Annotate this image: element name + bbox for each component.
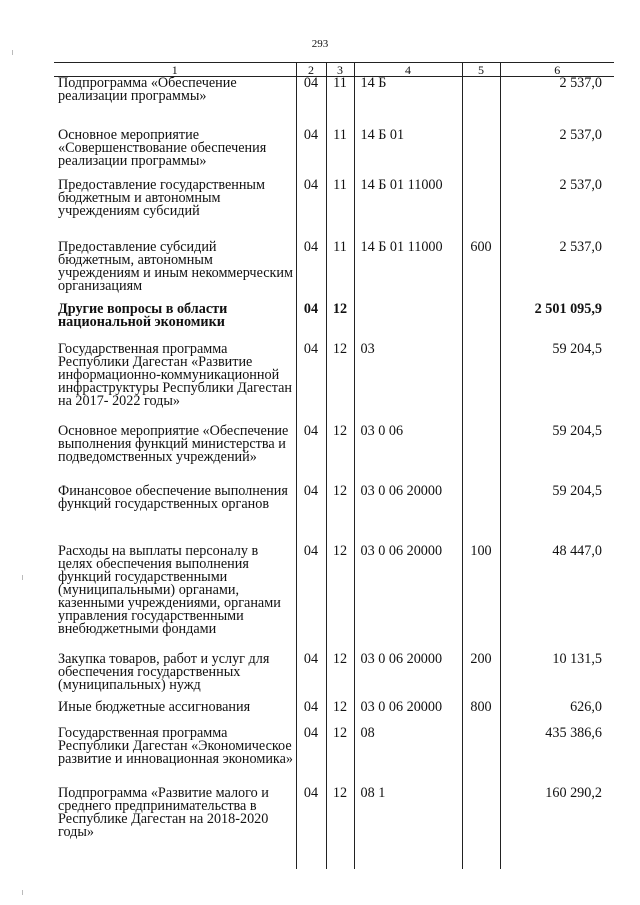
row-pr-cell: 12 <box>326 787 354 869</box>
row-vr-cell: 200 <box>462 653 500 701</box>
row-sum-cell: 160 290,2 <box>500 787 614 869</box>
row-pr-cell: 12 <box>326 701 354 727</box>
row-csr-cell: 03 0 06 20000 <box>354 485 462 545</box>
row-name-cell: Предоставление субсидий бюджетным, автономным учреждениям и иным некоммерческим организациям <box>58 239 293 294</box>
row-pr-cell: 12 <box>326 303 354 343</box>
row-rz-cell: 04 <box>296 787 326 869</box>
table-row <box>54 241 614 303</box>
table-row <box>54 787 614 869</box>
row-vr-cell <box>462 343 500 425</box>
row-rz-cell: 04 <box>296 701 326 727</box>
row-sum-cell: 2 537,0 <box>500 77 614 130</box>
row-name-cell: Государственная программа Республики Дагестан «Экономическое развитие и инновационная экономика» <box>58 725 293 767</box>
row-pr-cell: 12 <box>326 545 354 653</box>
row-vr-cell: 800 <box>462 701 500 727</box>
table-row <box>54 701 614 727</box>
header-col-5: 5 <box>462 63 500 77</box>
row-name-cell: Иные бюджетные ассигнования <box>58 699 251 715</box>
row-vr-cell <box>462 485 500 545</box>
row-csr-cell: 03 0 06 <box>354 425 462 485</box>
row-sum-cell: 59 204,5 <box>500 485 614 545</box>
row-sum-cell: 10 131,5 <box>500 653 614 701</box>
row-pr-cell: 11 <box>326 241 354 303</box>
row-sum-cell: 59 204,5 <box>500 343 614 425</box>
row-rz-cell: 04 <box>296 179 326 241</box>
row-csr-cell: 03 0 06 20000 <box>354 653 462 701</box>
row-vr-cell <box>462 129 500 179</box>
row-rz-cell: 04 <box>296 653 326 701</box>
table-row <box>54 303 614 343</box>
row-name-cell: Основное мероприятие «Обеспечение выполнения функций министерства и подведомственных учреждений» <box>58 423 289 465</box>
row-pr-cell: 11 <box>326 129 354 179</box>
row-rz-cell: 04 <box>296 485 326 545</box>
table-row <box>54 485 614 545</box>
row-sum-cell: 2 537,0 <box>500 129 614 179</box>
row-pr-cell: 11 <box>326 179 354 241</box>
header-col-4: 4 <box>354 63 462 77</box>
header-col-2: 2 <box>296 63 326 77</box>
header-col-3: 3 <box>326 63 354 77</box>
row-vr-cell <box>462 303 500 343</box>
row-rz-cell: 04 <box>296 303 326 343</box>
row-csr-cell: 08 1 <box>354 787 462 869</box>
row-pr-cell: 11 <box>326 77 354 130</box>
row-sum-cell: 2 537,0 <box>500 179 614 241</box>
row-name-cell: Государственная программа Республики Дагестан «Развитие информационно-коммуникационной инфраструктуры Республики Дагестан на 2017- 2022 годы» <box>58 341 292 409</box>
row-name-cell: Подпрограмма «Развитие малого и среднего предпринимательства в Республике Дагестан на 2018-2020 годы» <box>58 785 269 840</box>
row-rz-cell: 04 <box>296 241 326 303</box>
table-row <box>54 129 614 179</box>
row-sum-cell: 2 537,0 <box>500 241 614 303</box>
row-pr-cell: 12 <box>326 343 354 425</box>
row-csr-cell: 14 Б 01 11000 <box>354 179 462 241</box>
row-vr-cell <box>462 425 500 485</box>
row-vr-cell <box>462 179 500 241</box>
scan-mark <box>12 50 13 55</box>
row-name-cell: Предоставление государственным бюджетным и автономным учреждениям субсидий <box>58 177 265 219</box>
table-body <box>54 77 614 870</box>
row-name-cell: Подпрограмма «Обеспечение реализации программы» <box>58 75 237 104</box>
row-rz-cell: 04 <box>296 727 326 787</box>
row-rz-cell: 04 <box>296 545 326 653</box>
row-csr-cell <box>354 303 462 343</box>
row-pr-cell: 12 <box>326 727 354 787</box>
row-csr-cell: 14 Б 01 11000 <box>354 241 462 303</box>
budget-table <box>54 62 614 869</box>
row-vr-cell <box>462 787 500 869</box>
row-pr-cell: 12 <box>326 485 354 545</box>
row-rz-cell: 04 <box>296 343 326 425</box>
row-name-cell: Основное мероприятие «Совершенствование обеспечения реализации программы» <box>58 127 267 169</box>
row-csr-cell: 03 0 06 20000 <box>354 701 462 727</box>
page-number: 293 <box>311 38 329 50</box>
row-sum-cell: 626,0 <box>500 701 614 727</box>
row-pr-cell: 12 <box>326 425 354 485</box>
row-sum-cell: 435 386,6 <box>500 727 614 787</box>
row-sum-cell: 2 501 095,9 <box>500 303 614 343</box>
row-pr-cell: 12 <box>326 653 354 701</box>
row-csr-cell: 03 <box>354 343 462 425</box>
row-sum-cell: 59 204,5 <box>500 425 614 485</box>
table-row <box>54 545 614 653</box>
row-vr-cell: 600 <box>462 241 500 303</box>
header-col-6: 6 <box>500 63 614 77</box>
row-rz-cell: 04 <box>296 129 326 179</box>
row-name-cell: Другие вопросы в области национальной экономики <box>58 301 228 330</box>
table-row <box>54 425 614 485</box>
row-csr-cell: 08 <box>354 727 462 787</box>
row-rz-cell: 04 <box>296 425 326 485</box>
row-name-cell: Расходы на выплаты персоналу в целях обеспечения выполнения функций государственными (муниципальными) органами, казенными учреждениями, органами управления государственными внебюджетными фондами <box>58 543 281 637</box>
row-name-cell: Закупка товаров, работ и услуг для обеспечения государственных (муниципальных) нужд <box>58 651 270 693</box>
row-vr-cell <box>462 727 500 787</box>
row-vr-cell <box>462 77 500 130</box>
table-row <box>54 727 614 787</box>
row-rz-cell: 04 <box>296 77 326 130</box>
row-csr-cell: 14 Б 01 <box>354 129 462 179</box>
row-csr-cell: 03 0 06 20000 <box>354 545 462 653</box>
row-name-cell: Финансовое обеспечение выполнения функций государственных органов <box>58 483 288 512</box>
header-col-1: 1 <box>54 63 296 77</box>
table-row <box>54 77 614 130</box>
table-row <box>54 343 614 425</box>
scan-mark <box>22 890 23 895</box>
scan-mark <box>22 575 23 580</box>
table-row <box>54 653 614 701</box>
row-csr-cell: 14 Б <box>354 77 462 130</box>
row-vr-cell: 100 <box>462 545 500 653</box>
table-row <box>54 179 614 241</box>
row-sum-cell: 48 447,0 <box>500 545 614 653</box>
